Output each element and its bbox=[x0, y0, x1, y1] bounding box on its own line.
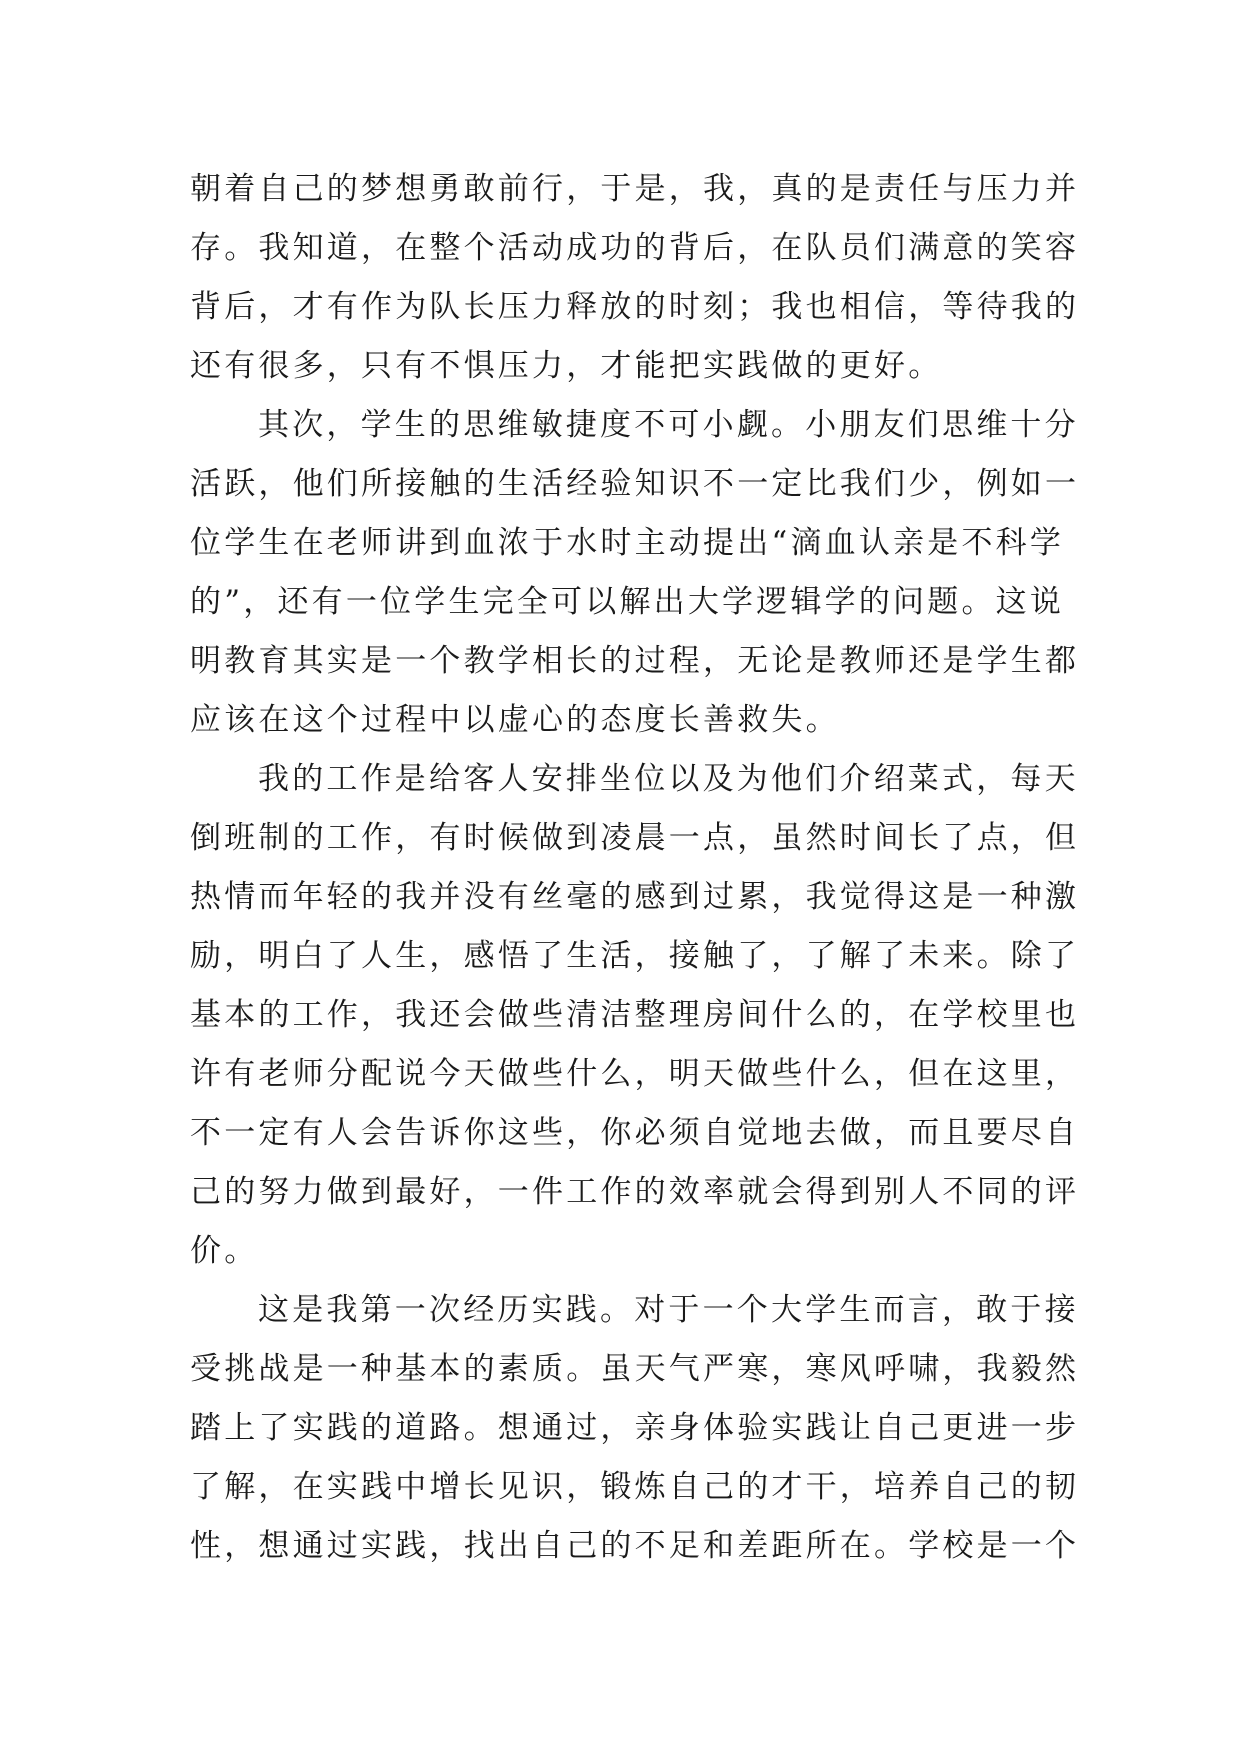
text-line: 己的努力做到最好，一件工作的效率就会得到别人不同的评 bbox=[190, 1174, 1080, 1210]
text-line: 价。 bbox=[190, 1233, 259, 1269]
text-line: 倒班制的工作，有时候做到凌晨一点，虽然时间长了点，但 bbox=[190, 820, 1080, 856]
text-line: 存。我知道，在整个活动成功的背后，在队员们满意的笑容 bbox=[190, 230, 1080, 266]
paragraph bbox=[190, 750, 1080, 1281]
text-line: 其次，学生的思维敏捷度不可小觑。小朋友们思维十分 bbox=[258, 407, 1079, 443]
text-line: 明教育其实是一个教学相长的过程，无论是教师还是学生都 bbox=[190, 643, 1080, 679]
text-line: 背后，才有作为队长压力释放的时刻；我也相信，等待我的 bbox=[190, 289, 1080, 325]
text-line: 基本的工作，我还会做些清洁整理房间什么的，在学校里也 bbox=[190, 997, 1080, 1033]
text-line: 了解，在实践中增长见识，锻炼自己的才干，培养自己的韧 bbox=[190, 1469, 1080, 1505]
text-line: 这是我第一次经历实践。对于一个大学生而言，敢于接 bbox=[258, 1292, 1079, 1328]
text-line: 性，想通过实践，找出自己的不足和差距所在。学校是一个 bbox=[190, 1528, 1080, 1564]
paragraph bbox=[190, 396, 1080, 750]
text-line: 我的工作是给客人安排坐位以及为他们介绍菜式，每天 bbox=[258, 761, 1079, 797]
text-line: 受挑战是一种基本的素质。虽天气严寒，寒风呼啸，我毅然 bbox=[190, 1351, 1080, 1387]
text-line: 踏上了实践的道路。想通过，亲身体验实践让自己更进一步 bbox=[190, 1410, 1080, 1446]
paragraph bbox=[190, 1281, 1080, 1576]
text-line: 活跃，他们所接触的生活经验知识不一定比我们少，例如一 bbox=[190, 466, 1080, 502]
text-line: 热情而年轻的我并没有丝毫的感到过累，我觉得这是一种激 bbox=[190, 879, 1080, 915]
text-line: 应该在这个过程中以虚心的态度长善救失。 bbox=[190, 702, 840, 738]
text-line: 许有老师分配说今天做些什么，明天做些什么，但在这里， bbox=[190, 1056, 1080, 1092]
text-line: 的”，还有一位学生完全可以解出大学逻辑学的问题。这说 bbox=[190, 584, 1065, 620]
document-body bbox=[190, 160, 1080, 1576]
text-line: 位学生在老师讲到血浓于水时主动提出“滴血认亲是不科学 bbox=[190, 525, 1065, 561]
text-line: 励，明白了人生，感悟了生活，接触了，了解了未来。除了 bbox=[190, 938, 1080, 974]
text-line: 不一定有人会告诉你这些，你必须自觉地去做，而且要尽自 bbox=[190, 1115, 1080, 1151]
paragraph bbox=[190, 160, 1080, 396]
text-line: 还有很多，只有不惧压力，才能把实践做的更好。 bbox=[190, 348, 943, 384]
text-line: 朝着自己的梦想勇敢前行，于是，我，真的是责任与压力并 bbox=[190, 171, 1080, 207]
